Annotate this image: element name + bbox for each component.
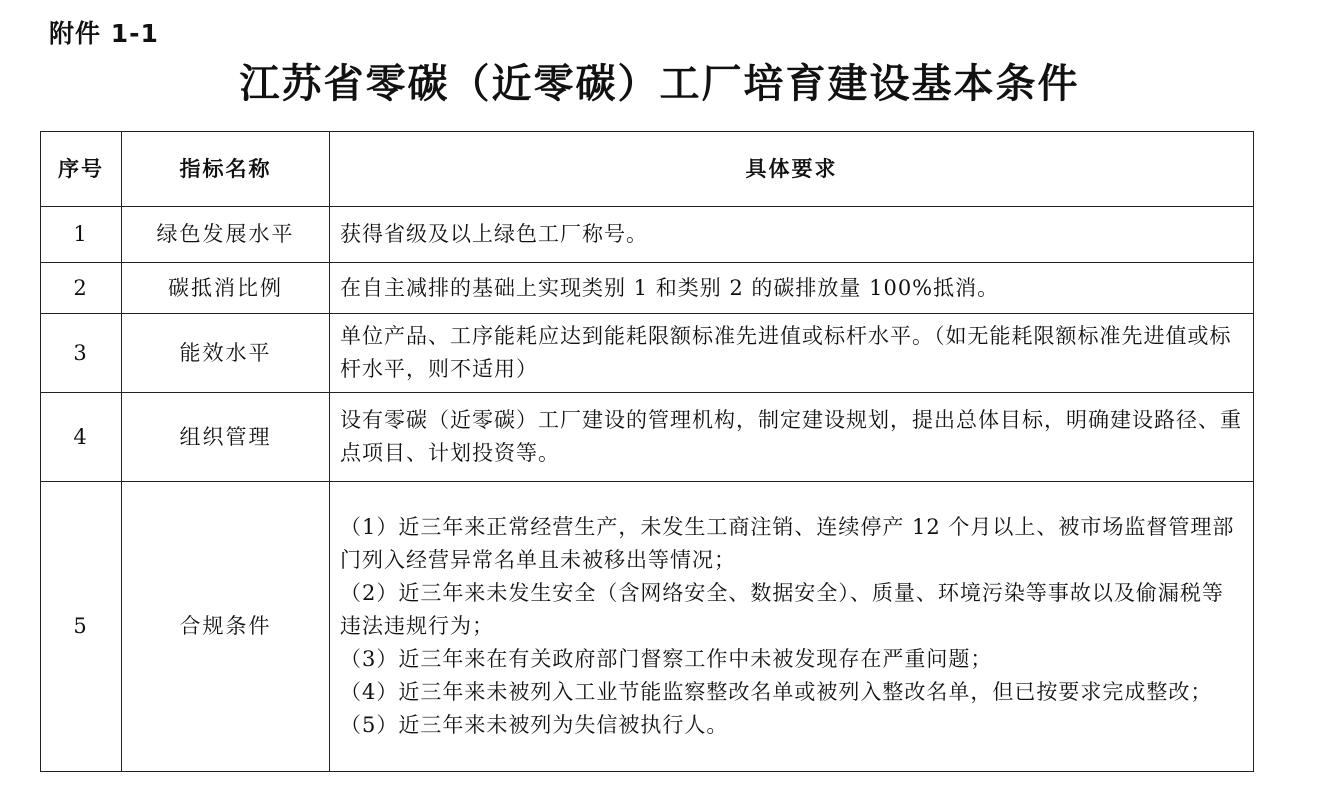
row-no: 4 xyxy=(41,393,122,482)
requirement-line: 获得省级及以上绿色工厂称号。 xyxy=(340,222,648,246)
row-requirement xyxy=(330,314,1254,393)
table-row xyxy=(41,207,1254,263)
conditions-table xyxy=(40,131,1254,772)
requirement-line: （3）近三年来在有关政府部门督察工作中未被发现存在严重问题； xyxy=(340,647,993,671)
requirement-line: （4）近三年来未被列入工业节能监察整改名单或被列入整改名单，但已按要求完成整改； xyxy=(340,680,1213,704)
row-requirement xyxy=(330,263,1254,314)
document-title: 江苏省零碳（近零碳）工厂培育建设基本条件 xyxy=(239,61,1080,107)
header-no: 序号 xyxy=(41,132,122,207)
row-indicator: 绿色发展水平 xyxy=(122,207,330,263)
requirement-line: 单位产品、工序能耗应达到能耗限额标准先进值或标杆水平。（如无能耗限额标准先进值或标杆水平，则不适用） xyxy=(340,324,1232,381)
requirement-line: （2）近三年来未发生安全（含网络安全、数据安全）、质量、环境污染等事故以及偷漏税等违法违规行为； xyxy=(340,581,1224,638)
requirement-line: （5）近三年来未被列为失信被执行人。 xyxy=(340,713,729,737)
row-indicator: 组织管理 xyxy=(122,393,330,482)
requirement-line: （1）近三年来正常经营生产，未发生工商注销、连续停产 12 个月以上、被市场监督管理部门列入经营异常名单且未被移出等情况； xyxy=(340,515,1235,572)
requirement-line: 在自主减排的基础上实现类别 1 和类别 2 的碳排放量 100%抵消。 xyxy=(340,275,1000,300)
row-indicator: 碳抵消比例 xyxy=(122,263,330,314)
table-header-row xyxy=(41,132,1254,207)
row-requirement xyxy=(330,207,1254,263)
header-indicator: 指标名称 xyxy=(122,132,330,207)
attachment-label: 附件 1-1 xyxy=(49,19,159,48)
row-requirement xyxy=(330,393,1254,482)
row-requirement xyxy=(330,482,1254,772)
table-row xyxy=(41,263,1254,314)
row-indicator: 能效水平 xyxy=(122,314,330,393)
table-row xyxy=(41,482,1254,772)
requirement-line: 设有零碳（近零碳）工厂建设的管理机构，制定建设规划，提出总体目标，明确建设路径、重点项目、计划投资等。 xyxy=(340,408,1242,465)
table-row xyxy=(41,314,1254,393)
header-requirement: 具体要求 xyxy=(330,132,1254,207)
row-no: 1 xyxy=(41,207,122,263)
row-no: 5 xyxy=(41,482,122,772)
row-no: 3 xyxy=(41,314,122,393)
row-indicator: 合规条件 xyxy=(122,482,330,772)
row-no: 2 xyxy=(41,263,122,314)
table-row xyxy=(41,393,1254,482)
